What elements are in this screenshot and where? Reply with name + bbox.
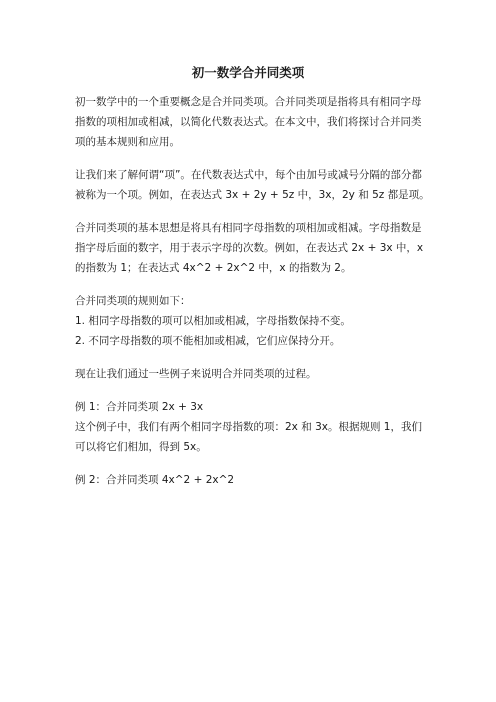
page-title: 初一数学合并同类项 [191,65,305,80]
rule-item-1: 1. 相同字母指数的项可以相加或相减，字母指数保持不变。 [75,315,351,327]
example-2-heading: 例 2：合并同类项 4x^2 + 2x^2 [75,474,235,486]
examples-intro: 现在让我们通过一些例子来说明合并同类项的过程。 [75,368,317,380]
intro-paragraph: 初一数学中的一个重要概念是合并同类项。合并同类项是指将具有相同字母指数的项相加或相减，以简化代数表达式。在本文中，我们将探讨合并同类项的基本规则和应用。 [75,96,422,148]
document-body [75,92,430,503]
rule-item-2: 2. 不同字母指数的项不能相加或相减，它们应保持分开。 [75,335,341,347]
rules-heading: 合并同类项的规则如下： [75,295,191,307]
example-1-heading: 例 1：合并同类项 2x + 3x [75,401,204,413]
term-definition-paragraph: 让我们来了解何谓“项”。在代数表达式中，每个由加号或减号分隔的部分都被称为一个项。例如，在表达式 3x + 2y + 5z 中，3x，2y 和 5z 都是项。 [75,169,430,201]
example-1-explanation: 这个例子中，我们有两个相同字母指数的项：2x 和 3x。根据规则 1，我们可以将它们相加，得到 5x。 [75,421,422,453]
exponent-paragraph: 合并同类项的基本思想是将具有相同字母指数的项相加或相减。字母指数是指字母后面的数字，用于表示字母的次数。例如，在表达式 2x + 3x 中，x 的指数为 1；在表达式 4x^2 + 2x^2 中，x 的指数为 2。 [75,222,424,274]
